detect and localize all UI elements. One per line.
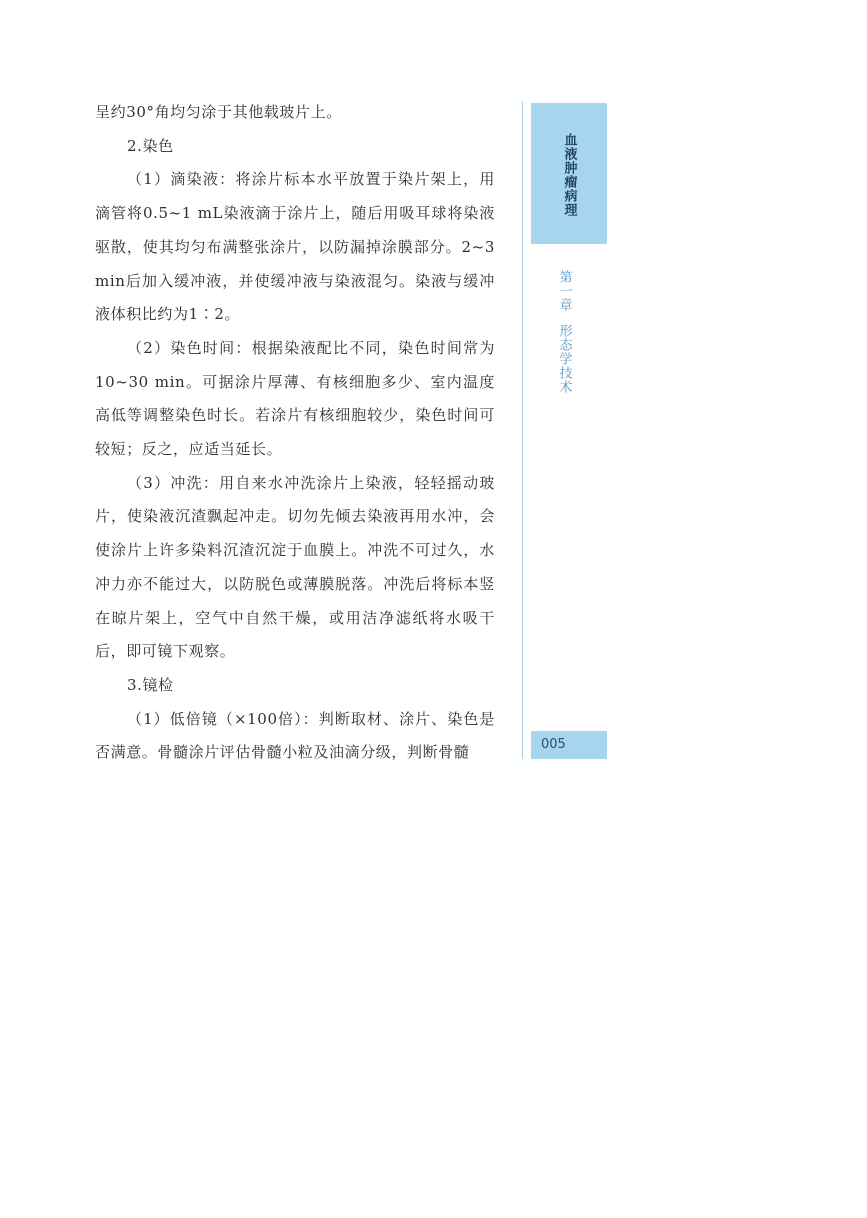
book-title-tab	[531, 103, 607, 244]
main-text-column	[95, 96, 495, 770]
book-title: 血液肿瘤病理	[561, 133, 577, 217]
page-number: 005	[541, 737, 566, 752]
paragraph-rinse: （3）冲洗：用自来水冲洗涂片上染液，轻轻摇动玻片，使染液沉渣飘起冲走。切勿先倾去染液再用水冲，会使涂片上许多染料沉渣沉淀于血膜上。冲洗不可过久，水冲力亦不能过大，以防脱色或薄膜脱落。冲洗后将标本竖在晾片架上，空气中自然干燥，或用洁净滤纸将水吸干后，即可镜下观察。	[95, 473, 495, 661]
paragraph-drip-stain: （1）滴染液：将涂片标本水平放置于染片架上，用滴管将0.5~1 mL染液滴于涂片上，随后用吸耳球将染液驱散，使其均匀布满整张涂片，以防漏掉涂膜部分。2~3 min后加入缓冲液，并使缓冲液与染液混匀。染液与缓冲液体积比约为1∶2。	[95, 170, 495, 324]
paragraph-low-power: （1）低倍镜（×100倍）：判断取材、涂片、染色是否满意。骨髓涂片评估骨髓小粒及油滴分级，判断骨髓	[95, 709, 495, 762]
chapter-label	[553, 270, 575, 394]
section-heading-microscopy: 3.镜检	[127, 675, 174, 694]
chapter-title: 形态学技术	[556, 324, 572, 394]
paragraph-stain-time: （2）染色时间：根据染液配比不同，染色时间常为10~30 min。可据涂片厚薄、有核细胞多少、室内温度高低等调整染色时长。若涂片有核细胞较少，染色时间可较短；反之，应适当延长。	[95, 338, 495, 459]
paragraph-continuation: 呈约30°角均匀涂于其他载玻片上。	[95, 103, 342, 121]
chapter-number: 第一章	[556, 270, 572, 312]
page-number-box	[531, 731, 607, 759]
margin-divider-line	[522, 101, 523, 759]
section-heading-staining: 2.染色	[127, 136, 174, 155]
